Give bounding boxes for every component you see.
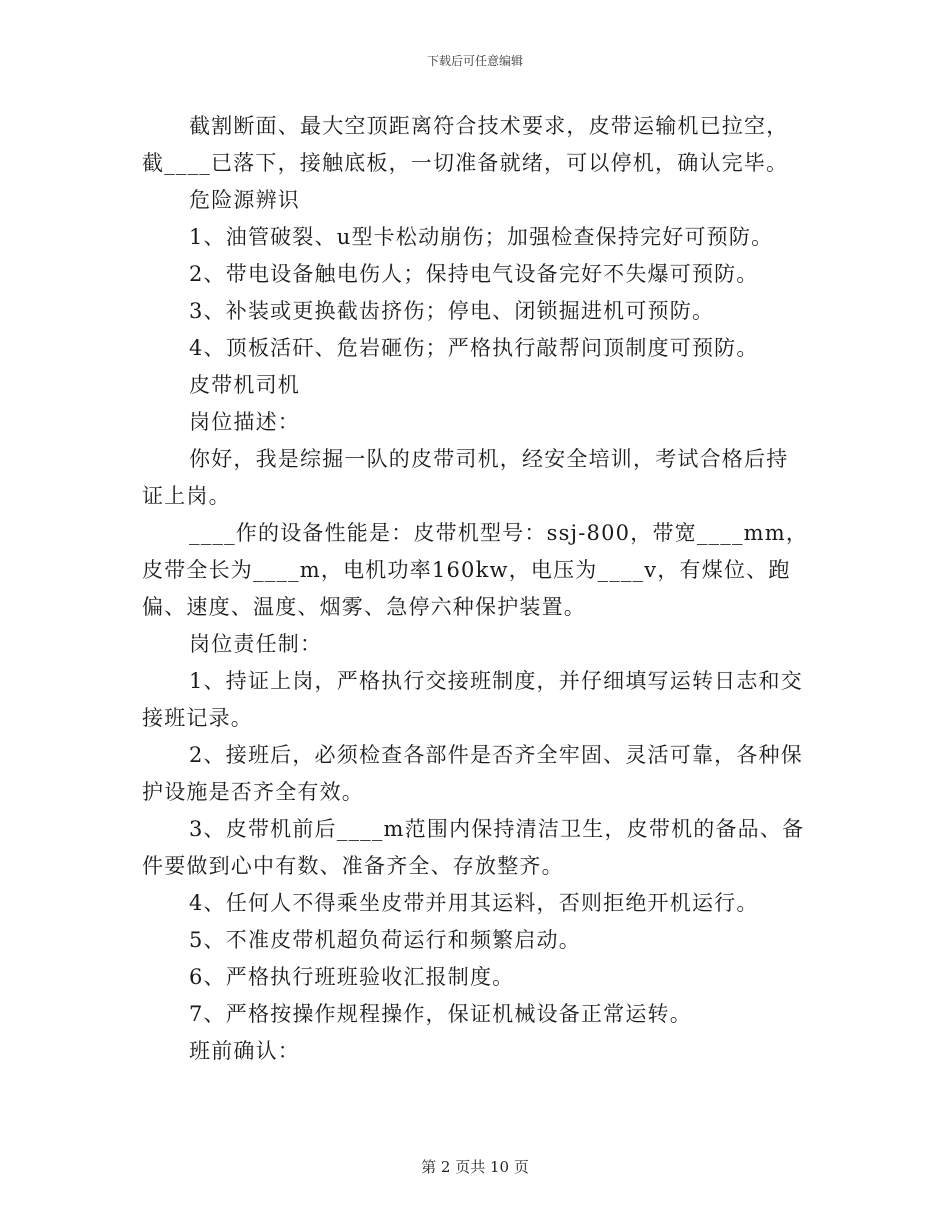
list-item: 7、严格按操作规程操作，保证机械设备正常运转。 (189, 1002, 692, 1026)
document-body (142, 108, 810, 1070)
paragraph: 你好，我是综掘一队的皮带司机，经安全培训，考试合格后持证上岗。 (142, 447, 789, 508)
section-heading-belt-driver: 皮带机司机 (189, 373, 300, 397)
list-item: 4、任何人不得乘坐皮带并用其运料，否则拒绝开机运行。 (189, 891, 759, 915)
list-item: 4、顶板活矸、危岩砸伤；严格执行敲帮问顶制度可预防。 (189, 336, 759, 360)
list-item: 1、持证上岗，严格执行交接班制度，并仔细填写运转日志和交接班记录。 (142, 669, 803, 730)
list-item: 2、带电设备触电伤人；保持电气设备完好不失爆可预防。 (189, 262, 759, 286)
list-item: 3、补装或更换截齿挤伤；停电、闭锁掘进机可预防。 (189, 299, 715, 323)
page-footer: 第 2 页共 10 页 (421, 1158, 529, 1176)
list-item: 2、接班后，必须检查各部件是否齐全牢固、灵活可靠，各种保护设施是否齐全有效。 (142, 743, 803, 804)
paragraph: ____作的设备性能是：皮带机型号：ssj-800，带宽____mm，皮带全长为____m，电机功率160kw，电压为____v，有煤位、跑偏、速度、温度、烟雾、急停六种保护装置。 (142, 521, 809, 619)
list-item: 1、油管破裂、u型卡松动崩伤；加强检查保持完好可预防。 (189, 225, 774, 249)
section-heading-pre-shift-confirmation: 班前确认： (189, 1039, 300, 1063)
list-item: 6、严格执行班班验收汇报制度。 (189, 965, 515, 989)
section-heading-hazard-identification: 危险源辨识 (189, 188, 300, 212)
paragraph: 截割断面、最大空顶距离符合技术要求，皮带运输机已拉空，截____已落下，接触底板，一切准备就绪，可以停机，确认完毕。 (142, 114, 789, 175)
page-header: 下载后可任意编辑 (426, 54, 523, 68)
list-item: 5、不准皮带机超负荷运行和频繁启动。 (189, 928, 581, 952)
list-item: 3、皮带机前后____m范围内保持清洁卫生，皮带机的备品、备件要做到心中有数、准备齐全、存放整齐。 (142, 817, 805, 878)
section-heading-responsibility: 岗位责任制： (189, 632, 323, 656)
section-heading-job-description: 岗位描述： (189, 410, 300, 434)
